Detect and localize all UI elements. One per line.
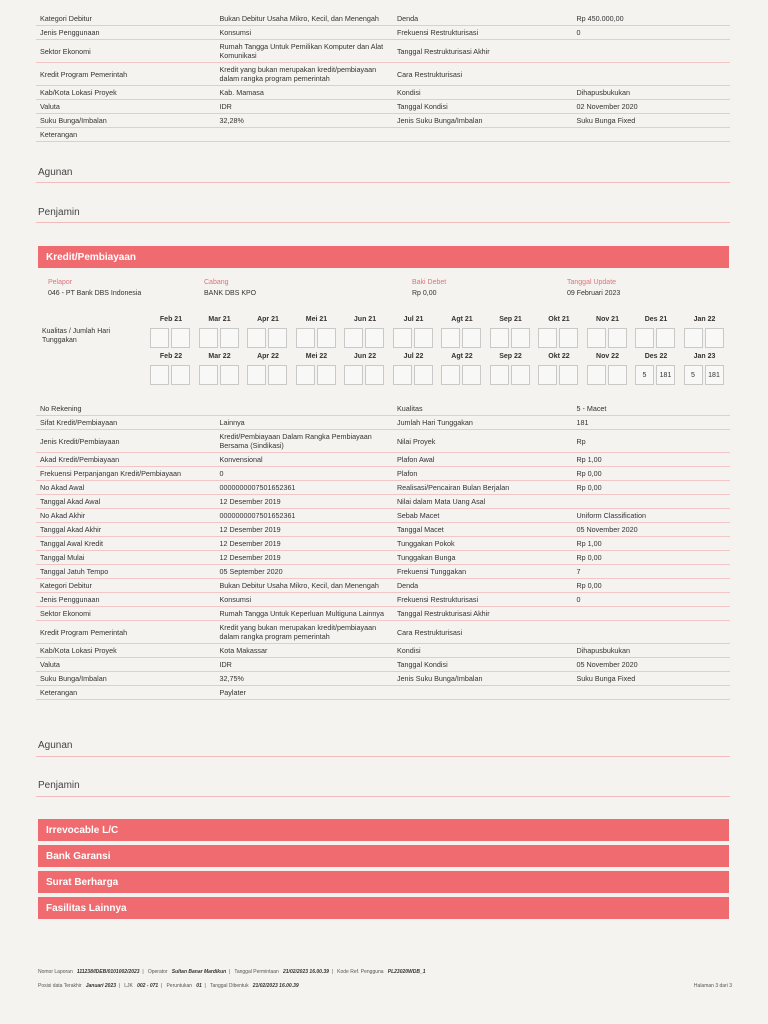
history-months-row-1 [150,316,730,328]
block1-row [36,12,730,26]
block2-cell-value: Rp 0,00 [576,469,602,478]
history-hari-box [220,365,239,385]
footer-posisi-label: Posisi data Terakhir [38,983,82,989]
block2-cell-value: IDR [219,660,232,669]
history-month-label: Agt 22 [451,353,473,360]
history-hari-box [705,328,724,348]
block1-cell-value [572,133,730,137]
block2-cell-value [572,612,730,616]
block2-cell-value: Rp 0,00 [576,581,602,590]
history-hari-box [268,328,287,348]
block2-row [36,621,730,644]
pelapor-label: Pelapor [48,279,73,286]
history-month-label: Jun 22 [353,353,377,360]
block2-cell-label: Tanggal Jatuh Tempo [40,567,109,576]
history-cell [587,365,629,385]
block2-cell-label: Tunggakan Pokok [396,539,455,548]
block2-cell-value: Kredit yang bukan merupakan kredit/pembiayaan dalam rangka program pemerintah [219,623,377,641]
history-cell [684,328,726,348]
block2-row [36,551,730,565]
history-kualitas-box [296,365,315,385]
history-cell [344,365,386,385]
history-months-row-2 [150,353,730,365]
history-month-label: Okt 22 [548,353,570,360]
block1-row [36,128,730,142]
history-hari-box [171,365,190,385]
history-cell [247,328,289,348]
footer-operator-value: Sultan Banar Mardikun [171,969,227,975]
block2-row [36,593,730,607]
history-month-label: Jan 23 [693,353,716,360]
history-month-label: Mar 21 [208,316,231,323]
history-month-label: Jan 22 [693,316,716,323]
block1-cell-label: Denda [396,14,419,23]
history-cell [587,328,629,348]
block2-cell-label: No Rekening [40,404,82,413]
history-cell [344,328,386,348]
history-hari-box [365,328,384,348]
block2-row [36,509,730,523]
footer-kode-label: Kode Ref. Pengguna [337,969,384,975]
block2-cell-label: Keterangan [40,688,78,697]
history-hari-box [171,328,190,348]
tanggal-update-value: 09 Februari 2023 [567,290,621,297]
history-kualitas-box [635,328,654,348]
footer-tgl-permintaan-value: 21/02/2023 16.00.39 [283,969,329,975]
history-month-label: Mei 22 [305,353,328,360]
footer-line-1: Nomor Laporan 111238/IDEB/0101002/2023 | Operator Sultan Banar Mardikun | Tanggal Permintaan 21/02/2023 16.00.39 | Kode Ref. Pengguna PL23020WDB_1 [38,969,426,975]
block1-cell-value: Suku Bunga Fixed [576,116,636,125]
history-hari-box [414,365,433,385]
history-month-label: Jul 21 [403,316,424,323]
history-hari-box [268,365,287,385]
footer-ljk-value: 002 - 071 [137,983,159,989]
history-hari-box: 181 [705,365,724,385]
block2-cell-label: No Akad Awal [40,483,85,492]
history-kualitas-box [150,365,169,385]
history-kualitas-box [247,328,266,348]
block1-cell-label: Kondisi [396,88,421,97]
block2-cell-label: Plafon [396,469,418,478]
block2-cell-label: Tanggal Akad Akhir [40,525,102,534]
block2-row [36,579,730,593]
history-label: Kualitas / Jumlah Hari Tunggakan [42,328,111,344]
block1-cell-label: Kredit Program Pemerintah [40,69,128,79]
history-kualitas-box [344,328,363,348]
block2-cell-value: Dihapusbukukan [576,646,630,655]
block2-row [36,607,730,621]
block2-cell-value: 7 [576,567,581,576]
history-month-label: Des 22 [644,353,668,360]
history-cell [684,365,726,385]
block2-cell-label: Kondisi [396,646,421,655]
block1-cell-label: Suku Bunga/Imbalan [40,116,107,125]
block1-cell-label: Keterangan [40,130,78,139]
block2-row [36,416,730,430]
history-kualitas-box [344,365,363,385]
tanggal-update-label: Tanggal Update [567,279,617,286]
history-kualitas-box: 5 [684,365,703,385]
history-cell [538,328,580,348]
agunan-divider-2 [36,756,730,757]
block2-cell-value: Rp 1,00 [576,539,602,548]
history-kualitas-box: 5 [635,365,654,385]
history-hari-box [656,328,675,348]
footer-line-2: Posisi data Terakhir Januari 2023 | LJK 002 - 071 | Peruntukan 01 | Tanggal Dibentuk 21/02/2023 16.00.39 [38,983,299,989]
tanggal-update-info [567,279,620,297]
history-kualitas-box [538,365,557,385]
block2-row [36,523,730,537]
block1-row [36,40,730,63]
history-month-label: Jun 21 [353,316,377,323]
history-hari-box [414,328,433,348]
block2-cell-value: 12 Desember 2019 [219,497,281,506]
footer-kode-value: PL23020WDB_1 [387,969,426,975]
history-hari-box [559,328,578,348]
block1-cell-label: Kab/Kota Lokasi Proyek [40,88,117,97]
cabang-info [204,279,256,297]
history-cell [538,365,580,385]
history-kualitas-box [587,328,606,348]
history-month-label: Agt 21 [451,316,473,323]
history-kualitas-box [199,365,218,385]
surat-berharga-header: Surat Berharga [38,871,729,893]
block1-row [36,114,730,128]
history-kualitas-box [199,328,218,348]
block1-row [36,100,730,114]
footer-tgl-dibentuk-value: 21/02/2023 16.00.39 [252,983,299,989]
history-month-label: Jul 22 [403,353,424,360]
block2-cell-label: Tanggal Awal Kredit [40,539,103,548]
block2-cell-value: Paylater [219,688,246,697]
block1-cell-value: Dihapusbukukan [576,88,630,97]
history-month-label: Sep 22 [499,353,522,360]
block2-row [36,453,730,467]
history-cell [150,365,192,385]
history-kualitas-box [296,328,315,348]
block2-cell-label: Jenis Penggunaan [40,595,100,604]
block1-cell-value [215,133,392,137]
history-month-label: Feb 22 [159,353,183,360]
block1-cell-label: Valuta [40,102,60,111]
block2-cell-label: Valuta [40,660,60,669]
history-hari-box [462,365,481,385]
penjamin-title: Penjamin [38,207,80,218]
block2-cell-label: Sektor Ekonomi [40,609,91,618]
block2-cell-label: Frekuensi Tunggakan [396,567,467,576]
footer-posisi-value: Januari 2023 [85,983,117,989]
agunan-divider [36,182,730,183]
footer-operator-label: Operator [147,969,168,975]
penjamin-divider-2 [36,796,730,797]
history-kualitas-box [490,365,509,385]
block2-row [36,430,730,453]
kredit-section-header: Kredit/Pembiayaan [38,246,729,268]
block2-cell-value: Rumah Tangga Untuk Keperluan Multiguna Lainnya [219,609,384,618]
block2-cell-value: Rp 1,00 [576,455,602,464]
block2-cell-value: 0000000007501652361 [219,511,296,520]
block1-row [36,86,730,100]
block2-row [36,686,730,700]
block2-cell-label: Jenis Suku Bunga/Imbalan [396,674,483,683]
baki-debet-value: Rp 0,00 [412,290,437,297]
history-hari-box: 181 [656,365,675,385]
block2-cell-value: Suku Bunga Fixed [576,674,636,683]
block2-cell-label: Tanggal Mulai [40,553,85,562]
history-hari-box [220,328,239,348]
history-kualitas-box [441,328,460,348]
block2-cell-value: Kredit/Pembiayaan Dalam Rangka Pembiayaan Bersama (Sindikasi) [219,432,372,450]
footer-peruntukan-value: 01 [196,983,202,989]
history-month-label: Mar 22 [208,353,231,360]
history-month-label: Sep 21 [499,316,522,323]
history-boxes-row-2 [150,365,730,387]
history-cell [393,365,435,385]
footer-nomor-value: 111238/IDEB/0101002/2023 [76,969,140,975]
block2-cell-value: Kota Makassar [219,646,268,655]
block2-cell-label: Jumlah Hari Tunggakan [396,418,473,427]
footer-tgl-dibentuk-label: Tanggal Dibentuk [209,983,249,989]
history-cell [199,328,241,348]
block2-cell-label: Tanggal Macet [396,525,444,534]
block1-cell-value: Rumah Tangga Untuk Pemilikan Komputer dan Alat Komunikasi [219,42,384,60]
penjamin-title-2: Penjamin [38,780,80,791]
history-cell [441,328,483,348]
history-hari-box [559,365,578,385]
history-month-label: Mei 21 [305,316,328,323]
block1-cell-value: 32,28% [219,116,244,125]
block1-cell-label: Kategori Debitur [40,14,92,23]
block2-cell-value: 12 Desember 2019 [219,539,281,548]
block2-cell-label: Nilai dalam Mata Uang Asal [396,497,486,506]
block1-cell-value [572,49,730,53]
block2-cell-value: 12 Desember 2019 [219,553,281,562]
block2-cell-label: Sebab Macet [396,511,440,520]
history-cell [150,328,192,348]
block2-cell-value: Rp 0,00 [576,553,602,562]
history-kualitas-box [150,328,169,348]
block2-cell-value: 32,75% [219,674,244,683]
footer-tgl-permintaan-label: Tanggal Permintaan [234,969,279,975]
block1-row [36,26,730,40]
footer-nomor-label: Nomor Laporan [38,969,73,975]
block1-cell-label: Tanggal Kondisi [396,102,448,111]
block2-row [36,402,730,416]
block2-cell-label: Kredit Program Pemerintah [40,627,128,637]
history-hari-box [317,365,336,385]
baki-debet-info [412,279,446,297]
block2-cell-value [572,691,730,695]
history-month-label: Nov 22 [596,353,619,360]
block1-cell-value: 0 [576,28,581,37]
block2-cell-label: Kategori Debitur [40,581,92,590]
block2-cell-value: 5 - Macet [576,404,607,413]
history-cell [199,365,241,385]
history-cell [490,328,532,348]
block1-cell-value: Rp 450.000,00 [576,14,624,23]
fasilitas-lainnya-header: Fasilitas Lainnya [38,897,729,919]
block2-cell-value: Rp [576,436,586,446]
block2-cell-value: 05 November 2020 [576,525,638,534]
block1-cell-value: 02 November 2020 [576,102,638,111]
block2-cell-value: 05 September 2020 [219,567,283,576]
cabang-label: Cabang [204,279,229,286]
block1-cell-label: Jenis Suku Bunga/Imbalan [396,116,483,125]
page-number: Halaman 3 dari 3 [693,983,732,989]
history-cell [247,365,289,385]
block2-cell-label: Tanggal Akad Awal [40,497,101,506]
history-hari-box [317,328,336,348]
history-month-label: Des 21 [644,316,668,323]
block2-cell-value: Rp 0,00 [576,483,602,492]
block2-row [36,658,730,672]
history-hari-box [365,365,384,385]
history-kualitas-box [393,328,412,348]
history-hari-box [608,328,627,348]
block1-cell-label: Sektor Ekonomi [40,46,91,56]
block2-row [36,481,730,495]
block2-cell-value: 0000000007501652361 [219,483,296,492]
block1-cell-value [572,72,730,76]
block2-cell-label: Plafon Awal [396,455,435,464]
history-cell [296,328,338,348]
history-cell [635,328,677,348]
history-cell [393,328,435,348]
block1-cell-value: IDR [219,102,232,111]
block1-cell-label: Cara Restrukturisasi [396,69,463,79]
block2-cell-label: Kab/Kota Lokasi Proyek [40,646,117,655]
block1-cell-label: Jenis Penggunaan [40,28,100,37]
block2-cell-value: Konvensional [219,455,263,464]
history-month-label: Feb 21 [159,316,183,323]
block2-cell-label: Tanggal Restrukturisasi Akhir [396,609,490,618]
block1-cell-value: Konsumsi [219,28,252,37]
history-month-label: Apr 22 [257,353,279,360]
block2-row [36,672,730,686]
footer-peruntukan-label: Peruntukan [166,983,193,989]
history-cell [441,365,483,385]
footer-ljk-label: LJK [124,983,133,989]
history-kualitas-box [684,328,703,348]
block2-cell-value [572,500,730,504]
history-hari-box [511,365,530,385]
agunan-title-2: Agunan [38,740,73,751]
block2-cell-value: 12 Desember 2019 [219,525,281,534]
block2-cell-value: 0 [219,469,224,478]
history-kualitas-box [393,365,412,385]
bank-garansi-header: Bank Garansi [38,845,729,867]
block1-cell-label [393,133,572,137]
history-hari-box [608,365,627,385]
pelapor-value: 046 - PT Bank DBS Indonesia [48,290,142,297]
history-hari-box [462,328,481,348]
block2-cell-value [215,407,392,411]
history-kualitas-box [538,328,557,348]
block1-row [36,63,730,86]
block2-cell-label: Frekuensi Restrukturisasi [396,595,479,604]
block2-row [36,537,730,551]
history-cell [635,365,677,385]
history-month-label: Nov 21 [596,316,619,323]
facility-detail-table-1 [36,12,730,142]
history-month-label: Okt 21 [548,316,570,323]
block1-cell-value: Bukan Debitur Usaha Mikro, Kecil, dan Menengah [219,14,379,23]
block2-cell-value: Bukan Debitur Usaha Mikro, Kecil, dan Menengah [219,581,379,590]
history-month-label: Apr 21 [257,316,279,323]
block2-cell-value: Lainnya [219,418,245,427]
block2-cell-label: Suku Bunga/Imbalan [40,674,107,683]
agunan-title: Agunan [38,167,73,178]
block2-cell-label: Sifat Kredit/Pembiayaan [40,418,118,427]
history-cell [296,365,338,385]
irrevocable-lc-header: Irrevocable L/C [38,819,729,841]
block1-cell-value: Kredit yang bukan merupakan kredit/pembiayaan dalam rangka program pemerintah [219,65,377,83]
block1-cell-label: Frekuensi Restrukturisasi [396,28,479,37]
block2-cell-label: Tanggal Kondisi [396,660,448,669]
block2-row [36,495,730,509]
block2-cell-label: Jenis Kredit/Pembiayaan [40,436,120,446]
pelapor-info [48,279,141,297]
history-boxes-row-1 [150,328,730,350]
history-kualitas-box [441,365,460,385]
block2-cell-label: Frekuensi Perpanjangan Kredit/Pembiayaan [40,469,182,478]
block2-cell-label: Tunggakan Bunga [396,553,456,562]
facility-detail-table-2 [36,402,730,700]
block1-cell-label: Tanggal Restrukturisasi Akhir [396,46,490,56]
baki-debet-label: Baki Debet [412,279,447,286]
block2-cell-label: No Akad Akhir [40,511,86,520]
block2-cell-label: Denda [396,581,419,590]
penjamin-divider [36,222,730,223]
block2-row [36,467,730,481]
history-kualitas-box [247,365,266,385]
block2-cell-value: Uniform Classification [576,511,646,520]
history-kualitas-box [587,365,606,385]
block2-cell-value: 181 [576,418,589,427]
block2-row [36,565,730,579]
history-kualitas-box [490,328,509,348]
cabang-value: BANK DBS KPO [204,290,257,297]
history-hari-box [511,328,530,348]
block2-cell-value [572,630,730,634]
block2-cell-label: Kualitas [396,404,423,413]
block2-cell-label: Realisasi/Pencairan Bulan Berjalan [396,483,510,492]
block2-cell-label: Akad Kredit/Pembiayaan [40,455,120,464]
block2-cell-label [393,691,572,695]
block2-row [36,644,730,658]
block2-cell-value: 0 [576,595,581,604]
block2-cell-label: Cara Restrukturisasi [396,627,463,637]
history-cell [490,365,532,385]
block1-cell-value: Kab. Mamasa [219,88,264,97]
block2-cell-label: Nilai Proyek [396,436,436,446]
block2-cell-value: Konsumsi [219,595,252,604]
block2-cell-value: 05 November 2020 [576,660,638,669]
